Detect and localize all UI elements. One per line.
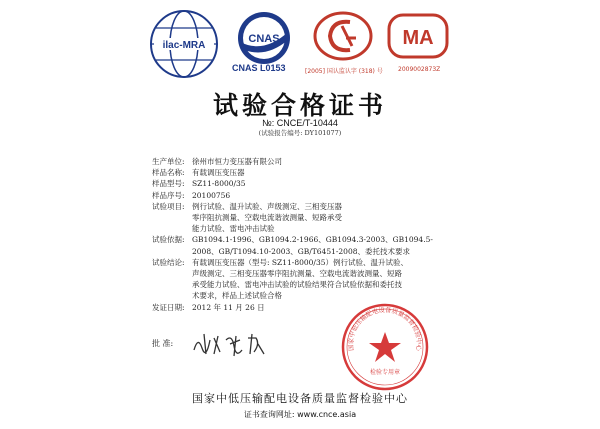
svg-text:MA: MA xyxy=(402,27,434,49)
official-seal xyxy=(340,302,430,392)
issuing-center-name: 国家中低压输配电设备质量监督检验中心 xyxy=(192,392,408,405)
ccc-logo-icon xyxy=(312,10,374,62)
cma-logo-icon xyxy=(386,12,450,60)
field-value: GB1094.1-1996、GB1094.2-1966、GB1094.3-2003、GB1094.5- 2008、GB/T1094.10-2003、GB/T6451-2008、委托技术要求 xyxy=(192,235,433,256)
field-row-sample-model xyxy=(152,178,452,189)
ccc-caption: [2005] 国认监认字 (318) 号 xyxy=(305,68,383,75)
field-label: 生产单位: xyxy=(152,157,185,166)
report-number: (试验报告编号: DY101077) xyxy=(258,129,342,137)
field-label: 样品序号: xyxy=(152,190,185,200)
certificate-fields xyxy=(152,156,452,313)
approval-label: 批 准: xyxy=(152,339,174,348)
field-row-sample-serial xyxy=(152,190,452,201)
field-value: 有载调压变压器（型号: SZ11-8000/35）例行试验、温升试验、 声级测定、三相变压器零序阻抗测量、空载电流谐波测量、短路 承受能力试验、雷电冲击试验的试验结果符合试验依据和委托技 术要求，样品上述试验合格 xyxy=(192,257,408,301)
query-url-line[interactable]: 证书查询网址: www.cnce.asia xyxy=(243,410,357,419)
ilac-mra-logo xyxy=(148,8,220,80)
field-value: 20100756 xyxy=(192,190,231,200)
seal-text: 国家中低压输配电设备质量监督检验中心 xyxy=(347,306,423,352)
cnas-caption: CNAS L0153 xyxy=(232,63,286,73)
field-value: 徐州市恒力变压器有限公司 xyxy=(192,157,282,166)
field-row-test-conclusion xyxy=(152,257,452,302)
field-label: 样品型号: xyxy=(152,179,185,189)
cnas-mark-text: CNAS xyxy=(248,33,280,45)
field-label: 试验依据: xyxy=(152,235,185,245)
field-value: 有载调压变压器 xyxy=(192,168,245,178)
handwritten-signature xyxy=(190,330,270,358)
ilac-mra-label: ilac-MRA xyxy=(162,40,206,51)
field-row-test-items xyxy=(152,201,452,235)
field-label: 样品名称: xyxy=(152,168,185,178)
field-value: 例行试验、温升试验、声级测定、三相变压器 零序阻抗测量、空载电流谐波测量、短路承受 能力试验、雷电冲击试验 xyxy=(192,201,342,234)
field-value: 2012 年 11 月 26 日 xyxy=(192,302,265,312)
certificate-number: №: CNCE/T-10444 xyxy=(262,118,338,128)
field-label: 试验项目: xyxy=(152,201,185,211)
field-label: 试验结论: xyxy=(152,257,185,267)
field-row-manufacturer xyxy=(152,156,452,167)
field-value: SZ11-8000/35 xyxy=(192,179,246,189)
field-row-sample-name xyxy=(152,167,452,178)
field-label: 发证日期: xyxy=(152,302,185,312)
seal-bottom-text: 检验专用章 xyxy=(369,369,401,376)
cma-caption: 2009002873Z xyxy=(398,66,441,73)
field-row-test-basis xyxy=(152,234,452,256)
certificate-title: 试验合格证书 xyxy=(212,91,387,120)
